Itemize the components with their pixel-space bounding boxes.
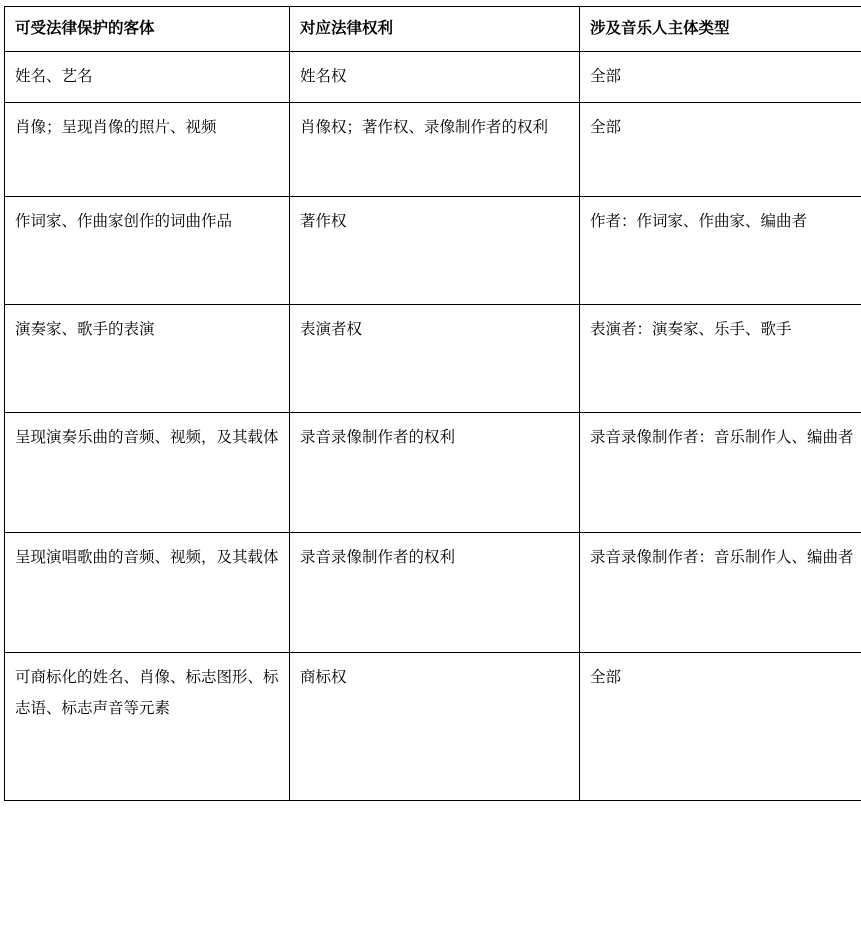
cell-right: 肖像权；著作权、录像制作者的权利 — [290, 103, 580, 197]
cell-object: 演奏家、歌手的表演 — [5, 305, 290, 413]
cell-subject: 全部 — [580, 52, 861, 103]
cell-right: 录音录像制作者的权利 — [290, 533, 580, 653]
cell-subject: 全部 — [580, 103, 861, 197]
table-row — [5, 197, 861, 305]
table-body — [5, 52, 861, 801]
cell-object: 可商标化的姓名、肖像、标志图形、标志语、标志声音等元素 — [5, 653, 290, 801]
column-header-object: 可受法律保护的客体 — [5, 7, 290, 52]
column-header-right: 对应法律权利 — [290, 7, 580, 52]
cell-object: 呈现演唱歌曲的音频、视频，及其载体 — [5, 533, 290, 653]
cell-object: 呈现演奏乐曲的音频、视频，及其载体 — [5, 413, 290, 533]
cell-right: 著作权 — [290, 197, 580, 305]
cell-subject: 录音录像制作者：音乐制作人、编曲者 — [580, 533, 861, 653]
cell-object: 姓名、艺名 — [5, 52, 290, 103]
table-row — [5, 653, 861, 801]
cell-subject: 作者：作词家、作曲家、编曲者 — [580, 197, 861, 305]
cell-right: 商标权 — [290, 653, 580, 801]
cell-object: 作词家、作曲家创作的词曲作品 — [5, 197, 290, 305]
legal-protection-table — [4, 6, 861, 801]
table-row — [5, 305, 861, 413]
table-row — [5, 52, 861, 103]
cell-subject: 录音录像制作者：音乐制作人、编曲者 — [580, 413, 861, 533]
cell-object: 肖像；呈现肖像的照片、视频 — [5, 103, 290, 197]
table-row — [5, 103, 861, 197]
cell-subject: 表演者：演奏家、乐手、歌手 — [580, 305, 861, 413]
table-header-row — [5, 7, 861, 52]
cell-subject: 全部 — [580, 653, 861, 801]
table-row — [5, 413, 861, 533]
table-header — [5, 7, 861, 52]
column-header-subject: 涉及音乐人主体类型 — [580, 7, 861, 52]
cell-right: 录音录像制作者的权利 — [290, 413, 580, 533]
cell-right: 表演者权 — [290, 305, 580, 413]
cell-right: 姓名权 — [290, 52, 580, 103]
table-row — [5, 533, 861, 653]
